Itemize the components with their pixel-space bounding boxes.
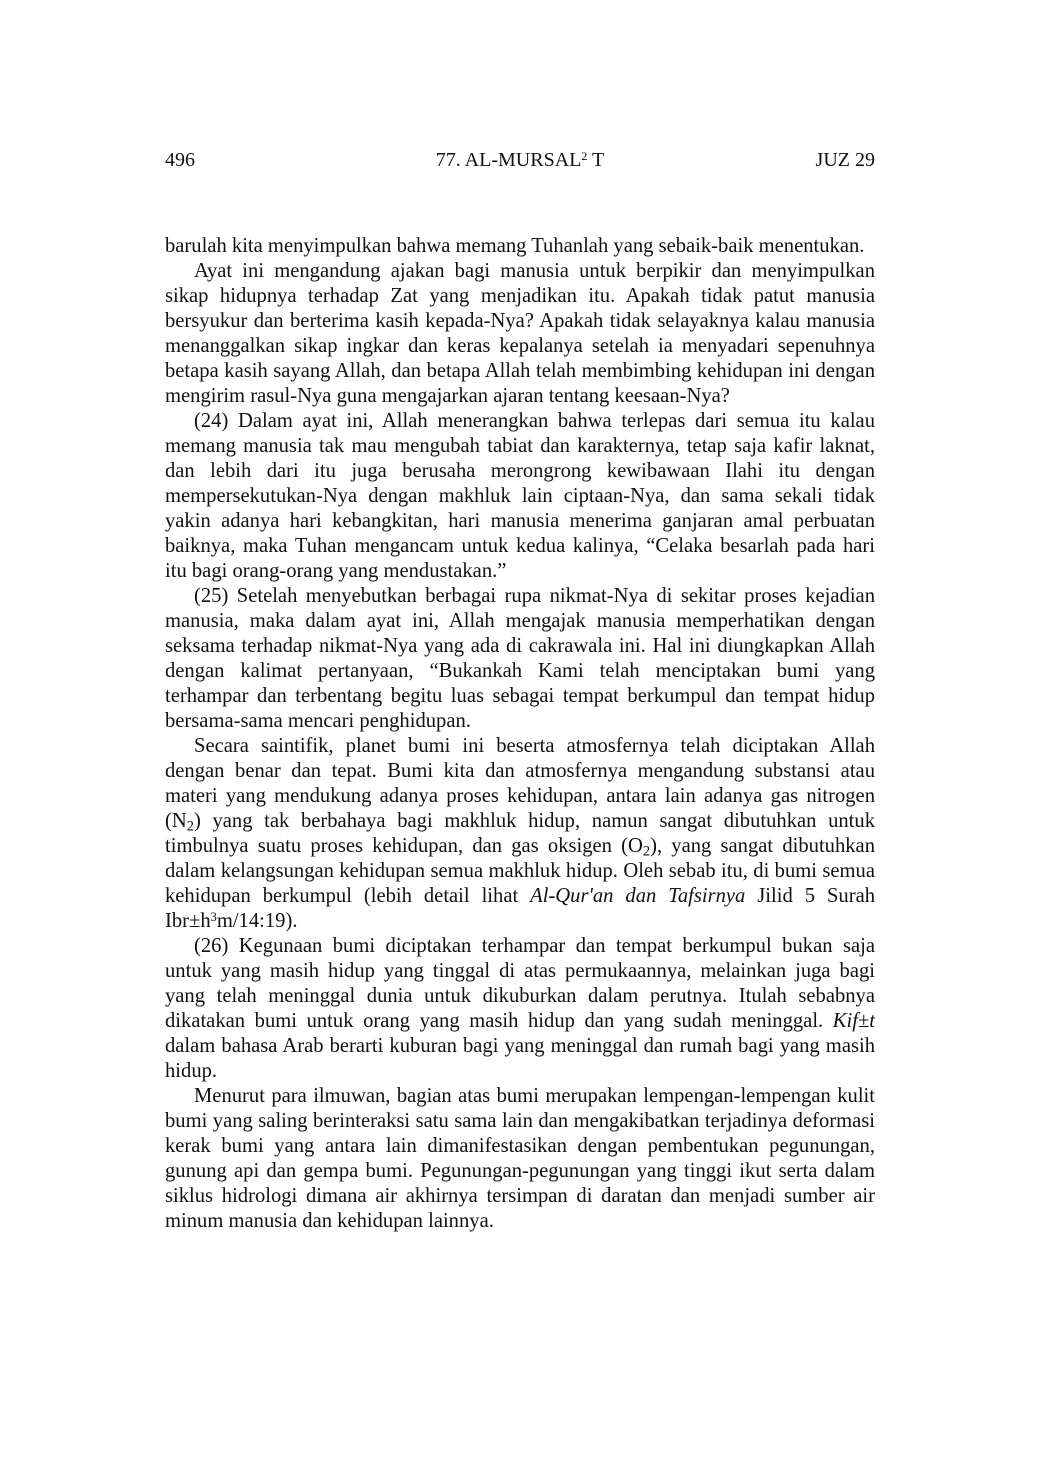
paragraph-5 bbox=[165, 734, 875, 934]
arabic-term: Kif±t bbox=[832, 1010, 875, 1032]
book-title-reference: Al-Qur'an dan Tafsirnya bbox=[530, 885, 746, 907]
paragraph-5-text-4: Jilid 5 Surah Ibr±h bbox=[165, 885, 876, 932]
paragraph-6-text-2: dalam bahasa Arab berarti kuburan bagi yang meninggal dan rumah bagi yang masih hidup. bbox=[165, 1035, 875, 1082]
surah-title bbox=[165, 146, 875, 174]
paragraph-5-superscript: 3 bbox=[210, 909, 217, 924]
paragraph-5-text-5: m/14:19). bbox=[216, 910, 298, 932]
paragraph-6-text-1: (26) Kegunaan bumi diciptakan terhampar dan tempat berkumpul bukan saja untuk yang masih hidup yang tinggal di atas permukaannya, melainkan juga bagi yang telah meninggal dunia untuk dikuburkan dalam perutnya. Itulah sebabnya dikatakan bumi untuk orang yang masih hidup dan yang sudah meninggal. bbox=[165, 935, 875, 1032]
paragraph-6 bbox=[165, 934, 875, 1084]
paragraph-4: (25) Setelah menyebutkan berbagai rupa nikmat-Nya di sekitar proses kejadian manusia, maka dalam ayat ini, Allah mengajak manusia memperhatikan dengan seksama terhadap nikmat-Nya yang ada di cakrawala ini. Hal ini diungkapkan Allah dengan kalimat pertanyaan, “Bukankah Kami telah menciptakan bumi yang terhampar dan terbentang begitu luas sebagai tempat berkumpul dan tempat hidup bersama-sama mencari penghidupan. bbox=[165, 585, 875, 732]
paragraph-1: barulah kita menyimpulkan bahwa memang Tuhanlah yang sebaik-baik menentukan. bbox=[165, 235, 865, 257]
nitrogen-subscript: 2 bbox=[186, 818, 194, 835]
paragraph-5-text-1: Secara saintifik, planet bumi ini beserta atmosfernya telah diciptakan Allah dengan benar dan tepat. Bumi kita dan atmosfernya mengandung substansi atau materi yang mendukung adanya proses kehidupan, antara lain adanya gas nitrogen (N bbox=[165, 735, 875, 832]
paragraph-5-text-2: ) yang tak berbahaya bagi makhluk hidup, namun sangat dibutuhkan untuk timbulnya suatu proses kehidupan, dan gas oksigen (O bbox=[165, 810, 875, 857]
surah-title-sup: 2 bbox=[581, 149, 588, 163]
surah-title-suffix: T bbox=[587, 149, 605, 171]
juz-label: JUZ 29 bbox=[815, 149, 875, 171]
surah-title-prefix: 77. AL-MURSAL bbox=[435, 149, 582, 171]
oxygen-subscript: 2 bbox=[642, 843, 651, 860]
paragraph-7: Menurut para ilmuwan, bagian atas bumi merupakan lempengan-lempengan kulit bumi yang saling berinteraksi satu sama lain dan mengakibatkan terjadinya deformasi kerak bumi yang antara lain dimanifestasikan dengan pembentukan pegunungan, gunung api dan gempa bumi. Pegunungan-pegunungan yang tinggi ikut serta dalam siklus hidrologi dimana air akhirnya tersimpan di daratan dan menjadi sumber air minum manusia dan kehidupan lainnya. bbox=[165, 1085, 875, 1232]
paragraph-2: Ayat ini mengandung ajakan bagi manusia untuk berpikir dan menyimpulkan sikap hidupnya terhadap Zat yang menjadikan itu. Apakah tidak patut manusia bersyukur dan berterima kasih kepada-Nya? Apakah tidak selayaknya kalau manusia menanggalkan sikap ingkar dan keras kepalanya setelah ia menyadari sepenuhnya betapa kasih sayang Allah, dan betapa Allah telah membimbing kehidupan ini dengan mengirim rasul-Nya guna mengajarkan ajaran tentang keesaan-Nya? bbox=[165, 260, 875, 407]
paragraph-5-text-3: ), yang sangat dibutuhkan dalam kelangsungan kehidupan semua makhluk hidup. Oleh sebab itu, di bumi semua kehidupan berkumpul (lebih detail lihat bbox=[165, 835, 875, 907]
page-body bbox=[165, 234, 875, 1234]
paragraph-3: (24) Dalam ayat ini, Allah menerangkan bahwa terlepas dari semua itu kalau memang manusia tak mau mengubah tabiat dan karakternya, tetap saja kafir laknat, dan lebih dari itu juga berusaha merongrong kewibawaan Ilahi itu dengan mempersekutukan-Nya dengan makhluk lain ciptaan-Nya, dan sama sekali tidak yakin adanya hari kebangkitan, hari manusia menerima ganjaran amal perbuatan baiknya, maka Tuhan mengancam untuk kedua kalinya, “Celaka besarlah pada hari itu bagi orang-orang yang mendustakan.” bbox=[165, 410, 875, 582]
running-header bbox=[165, 146, 875, 174]
page-number: 496 bbox=[165, 149, 195, 171]
